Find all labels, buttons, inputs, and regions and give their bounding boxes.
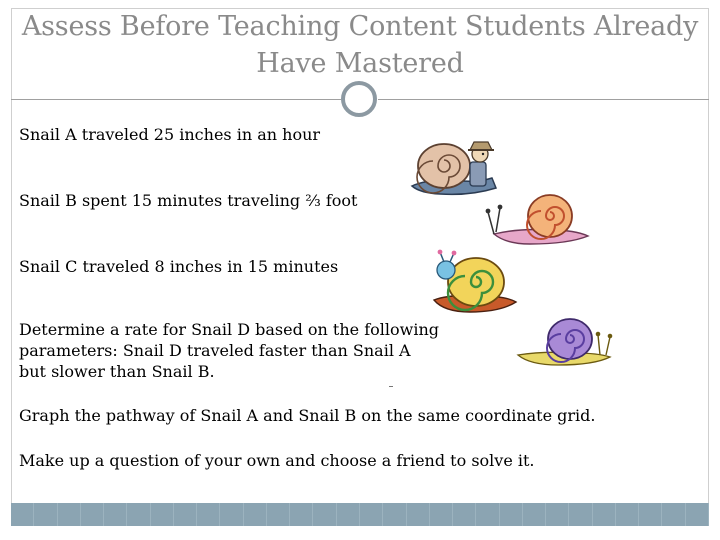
slide-title (0, 8, 720, 82)
title-rule-right (378, 99, 709, 100)
colorful-snail-icon (430, 248, 520, 316)
title-line-2: Have Mastered (256, 48, 464, 79)
purple-snail-icon (514, 315, 614, 367)
title-ring-ornament (341, 81, 377, 117)
title-rule-left (11, 99, 341, 100)
snail-a-text: Snail A traveled 25 inches in an hour (19, 125, 321, 144)
snail-d-paragraph: Determine a rate for Snail D based on the following parameters: Snail D traveled faster than Snail A but slower than Snail B. (19, 320, 439, 381)
graph-task-text: Graph the pathway of Snail A and Snail B on the same coordinate grid. (19, 406, 596, 425)
stray-mark (389, 386, 393, 387)
title-line-1: Assess Before Teaching Content Students Already (21, 11, 699, 42)
footer-bar (11, 503, 709, 526)
question-task-text: Make up a question of your own and choose a friend to solve it. (19, 451, 535, 470)
pink-snail-icon (480, 190, 595, 250)
snail-detective-icon (410, 124, 505, 199)
snail-c-text: Snail C traveled 8 inches in 15 minutes (19, 257, 339, 276)
snail-b-text: Snail B spent 15 minutes traveling ⅔ foot (19, 191, 358, 210)
